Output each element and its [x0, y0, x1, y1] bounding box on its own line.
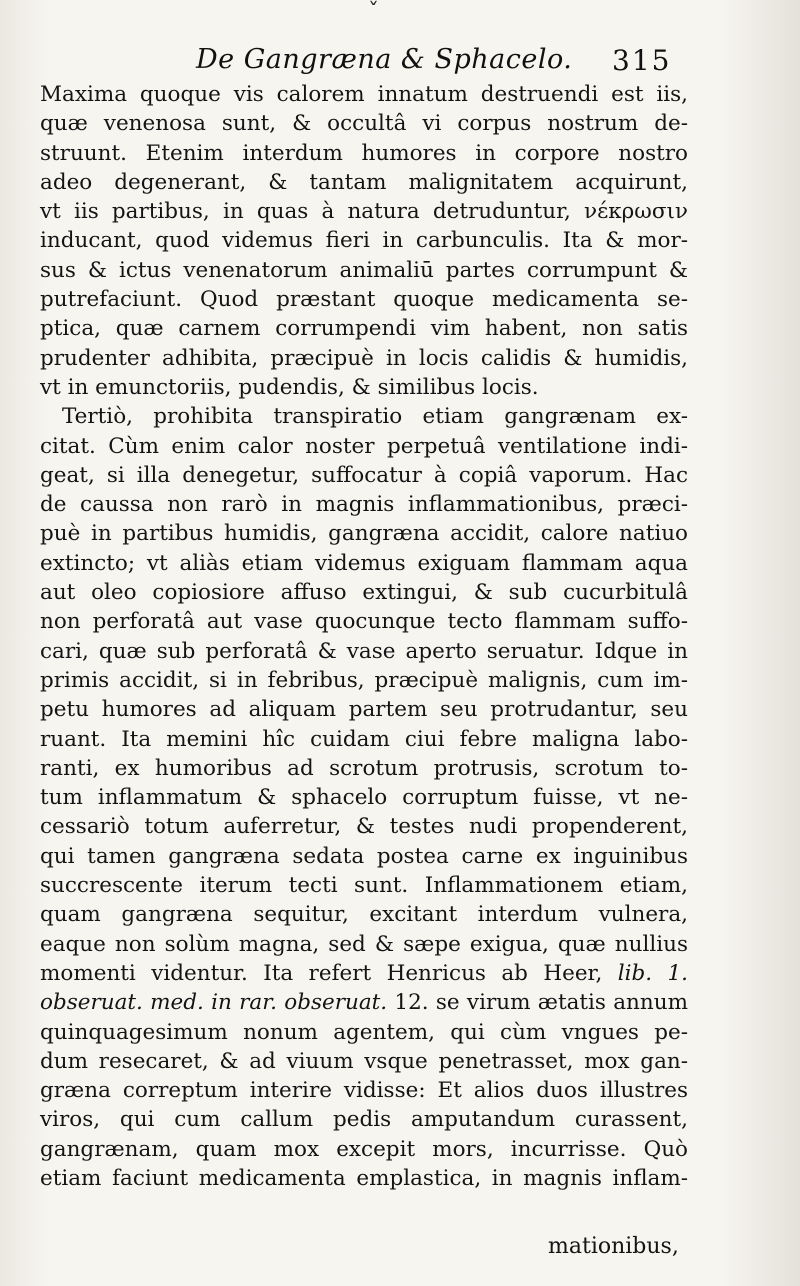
binding-mark: ˇ [368, 0, 379, 25]
text-line: græna correptum interire vidisse: Et alios duos illustres [40, 1078, 688, 1104]
text-line: struunt. Etenim interdum humores in corpore nostro [40, 140, 688, 166]
text-line: quinquagesimum nonum agentem, qui cùm vngues pe- [40, 1019, 688, 1045]
text-line: vt iis partibus, in quas à natura detruduntur, νέκρωσιν [40, 199, 688, 225]
catchword: mationibus, [548, 1234, 679, 1259]
text-line-with-citation [40, 959, 688, 988]
text-line: ruant. Ita memini hîc cuidam ciui febre maligna labo- [40, 726, 688, 752]
text-span: 12. se virum ætatis annum [394, 990, 688, 1016]
text-line: gangrænam, quam mox excepit mors, incurrisse. Quò [40, 1136, 688, 1162]
text-line: dum resecaret, & ad viuum vsque penetrasset, mox gan- [40, 1048, 688, 1074]
text-line: qui tamen gangræna sedata postea carne ex inguinibus [40, 843, 688, 869]
text-line: putrefaciunt. Quod præstant quoque medicamenta se- [40, 287, 688, 313]
text-line: geat, si illa denegetur, suffocatur à copiâ vaporum. Hac [40, 462, 688, 488]
text-line: non perforatâ aut vase quocunque tecto flammam suffo- [40, 609, 688, 635]
text-line: quam gangræna sequitur, excitant interdum vulnera, [40, 902, 688, 928]
text-line: cessariò totum auferretur, & testes nudi propenderent, [40, 814, 688, 840]
text-line: cari, quæ sub perforatâ & vase aperto seruatur. Idque in [40, 638, 688, 664]
text-line-with-citation [40, 988, 688, 1017]
body-text [40, 80, 688, 1193]
citation-reference: lib. 1. [617, 960, 688, 986]
text-line: ranti, ex humoribus ad scrotum protrusis, scrotum to- [40, 755, 688, 781]
text-line: ptica, quæ carnem corrumpendi vim habent, non satis [40, 316, 688, 342]
citation-title: obseruat. med. in rar. obseruat. [40, 990, 388, 1016]
paragraph-start-line: Tertiò, prohibita transpiratio etiam gangrænam ex- [62, 404, 688, 430]
running-head [0, 44, 800, 84]
text-line: petu humores ad aliquam partem seu protrudantur, seu [40, 697, 688, 723]
text-line: aut oleo copiosiore affuso extingui, & sub cucurbitulâ [40, 580, 688, 606]
page-number: 315 [612, 44, 672, 77]
text-line: vt in emunctoriis, pudendis, & similibus locis. [40, 374, 539, 400]
text-line: etiam faciunt medicamenta emplastica, in magnis inflam- [40, 1165, 688, 1191]
text-line: primis accidit, si in febribus, præcipuè malignis, cum im- [40, 667, 688, 693]
text-line: viros, qui cum callum pedis amputandum curassent, [40, 1107, 688, 1133]
running-head-title: De Gangræna & Sphacelo. [196, 44, 573, 75]
text-line: succrescente iterum tecti sunt. Inflammationem etiam, [40, 873, 688, 899]
text-span: momenti videntur. Ita refert Henricus ab Heer, [40, 960, 603, 986]
text-line: adeo degenerant, & tantam malignitatem acquirunt, [40, 169, 688, 195]
text-line: quæ venenosa sunt, & occultâ vi corpus nostrum de- [40, 111, 688, 137]
text-line: extincto; vt aliàs etiam videmus exiguam flammam aqua [40, 550, 688, 576]
text-line: inducant, quod videmus fieri in carbunculis. Ita & mor- [40, 228, 688, 254]
text-line: puè in partibus humidis, gangræna accidit, calore natiuo [40, 521, 688, 547]
text-line: eaque non solùm magna, sed & sæpe exigua, quæ nullius [40, 931, 688, 957]
text-line: citat. Cùm enim calor noster perpetuâ ventilatione indi- [40, 433, 688, 459]
text-line: sus & ictus venenatorum animaliū partes corrumpunt & [40, 257, 688, 283]
text-line: de caussa non rarò in magnis inflammationibus, præci- [40, 492, 688, 518]
text-line: tum inflammatum & sphacelo corruptum fuisse, vt ne- [40, 785, 688, 811]
text-line: Maxima quoque vis calorem innatum destruendi est iis, [40, 82, 688, 107]
text-line: prudenter adhibita, præcipuè in locis calidis & humidis, [40, 345, 688, 371]
